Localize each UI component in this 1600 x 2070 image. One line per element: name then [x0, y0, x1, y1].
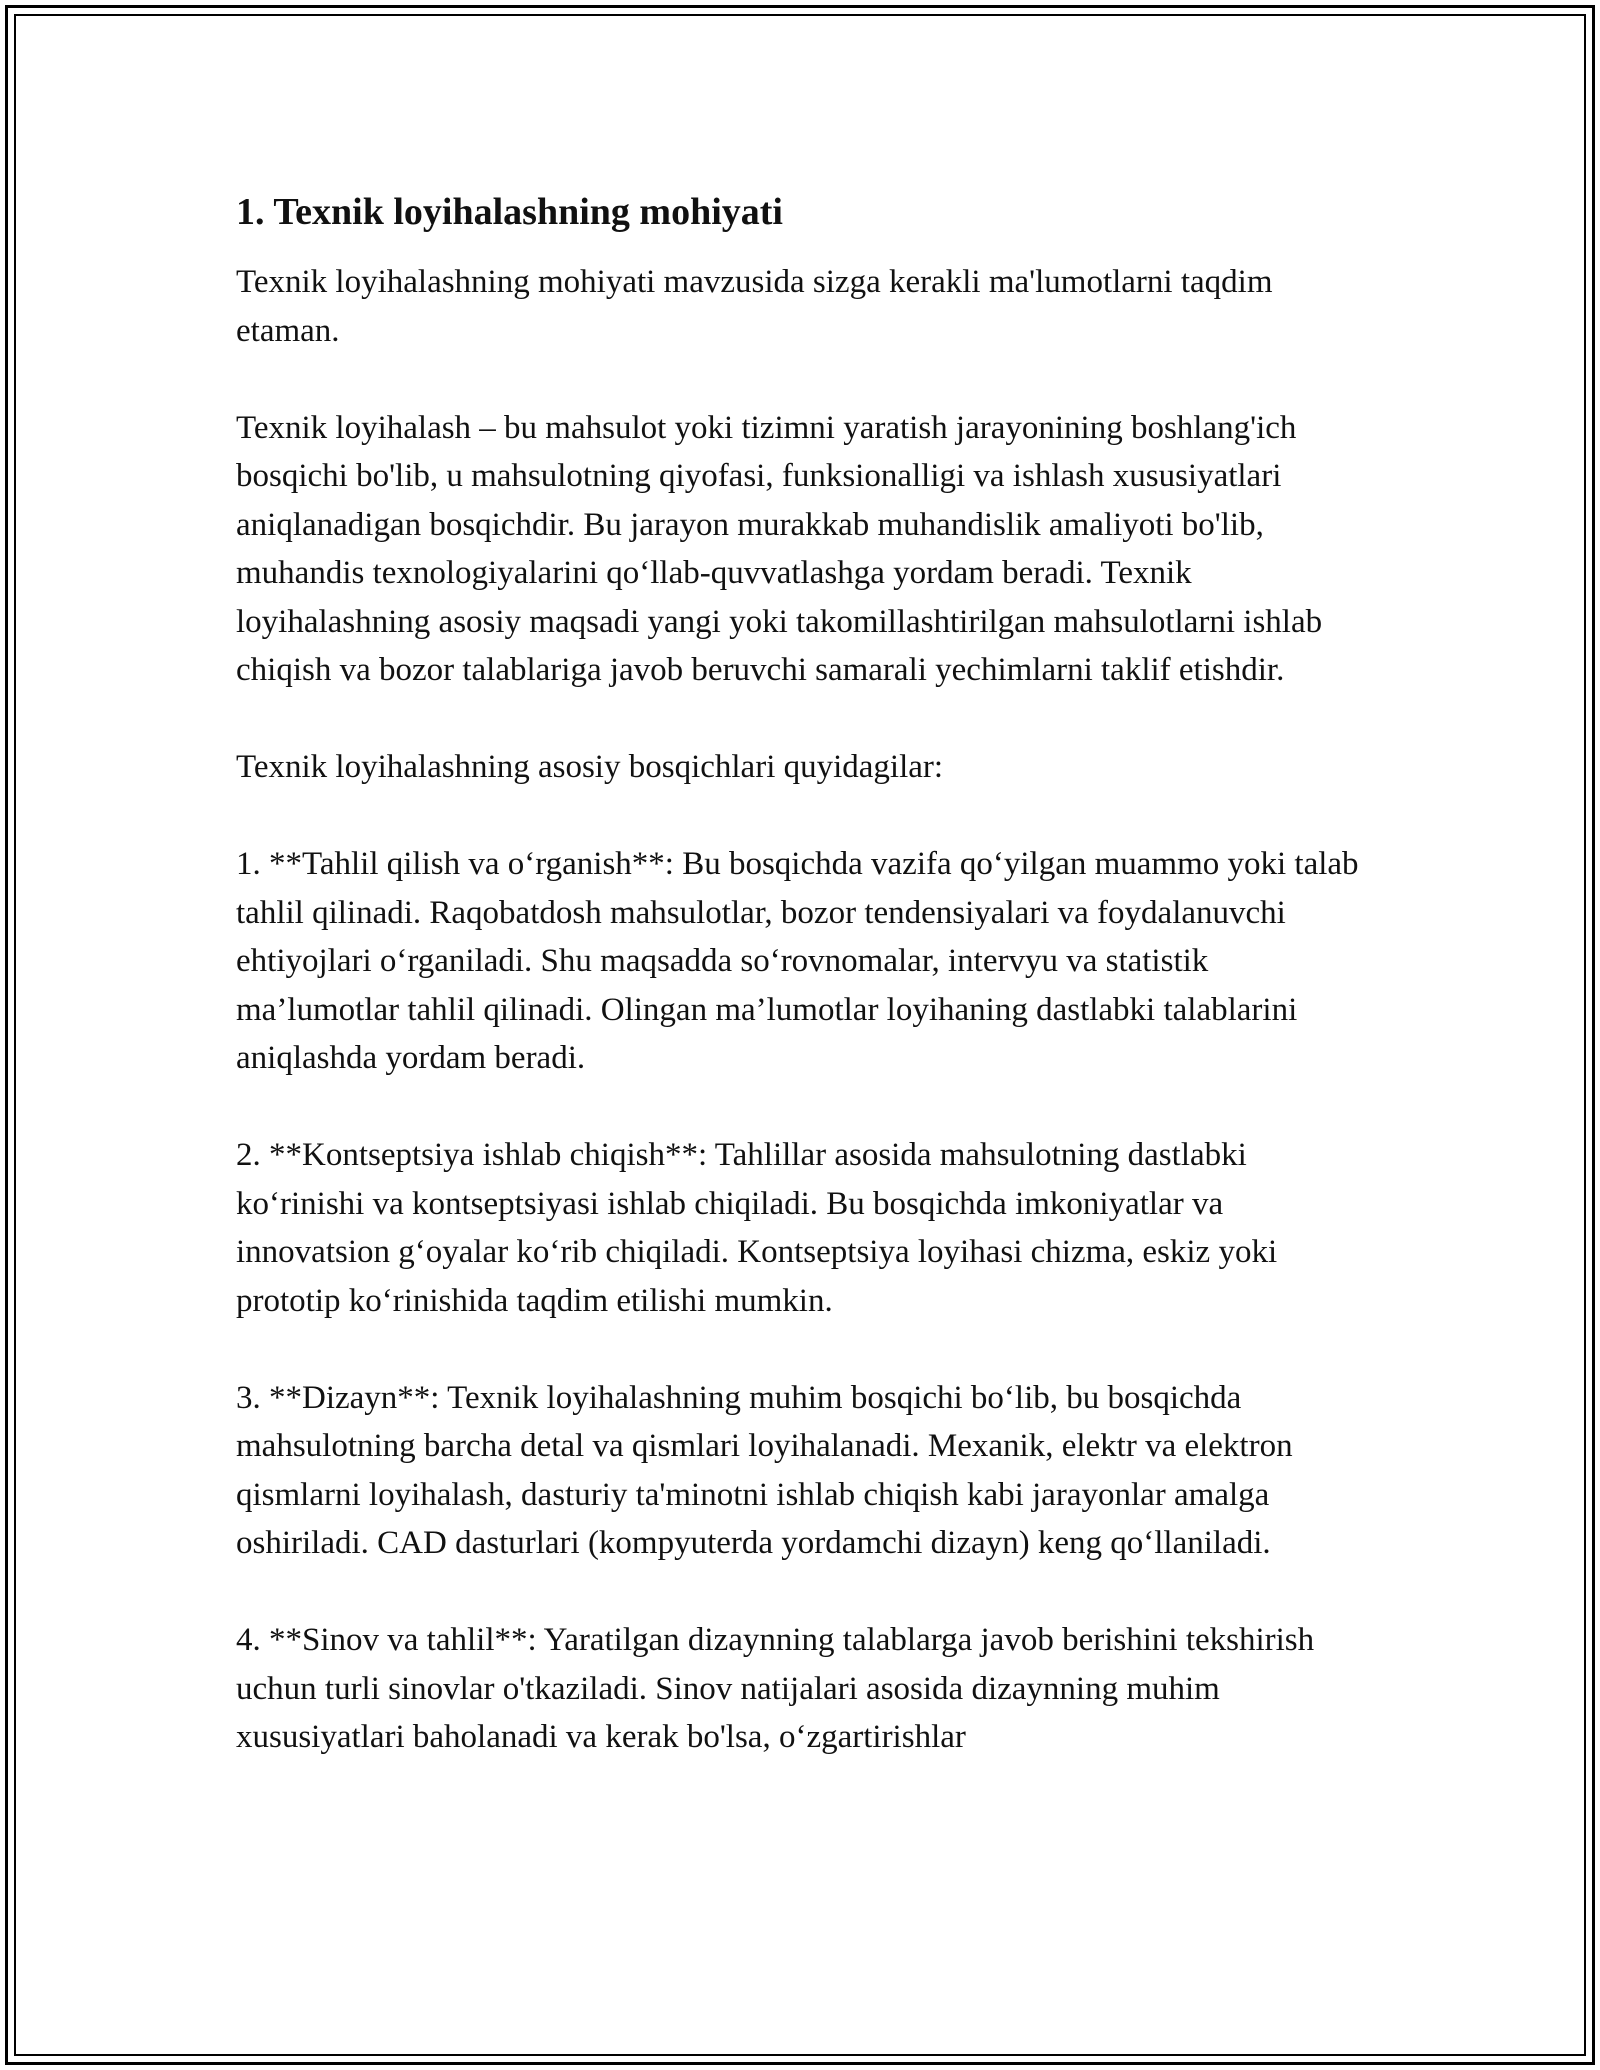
paragraph-stage-2: 2. **Kontseptsiya ishlab chiqish**: Tahlillar asosida mahsulotning dastlabki ko‘rinishi va kontseptsiyasi ishlab chiqiladi. Bu bosqichda imkoniyatlar va innovatsion g‘oyalar ko‘rib chiqiladi. Kontseptsiya loyihasi chizma, eskiz yoki prototip ko‘rinishida taqdim etilishi mumkin. [236, 1137, 1278, 1319]
paragraph-stage-4: 4. **Sinov va tahlil**: Yaratilgan dizaynning talablarga javob berishini tekshirish uchun turli sinovlar o'tkaziladi. Sinov natijalari asosida dizaynning muhim xususiyatlari baholanadi va kerak bo'lsa, o‘zgartirishlar [236, 1622, 1315, 1755]
document-title: 1. Texnik loyihalashning mohiyati [236, 191, 783, 233]
paragraph-intro: Texnik loyihalashning mohiyati mavzusida sizga kerakli ma'lumotlarni taqdim etaman. [236, 264, 1273, 349]
paragraph-definition: Texnik loyihalash – bu mahsulot yoki tizimni yaratish jarayonining boshlang'ich bosqichi bo'lib, u mahsulotning qiyofasi, funksionalligi va ishlash xususiyatlari aniqlanadigan bosqichdir. Bu jarayon murakkab muhandislik amaliyoti bo'lib, muhandis texnologiyalarini qo‘llab-quvvatlashga yordam beradi. Texnik loyihalashning asosiy maqsadi yangi yoki takomillashtirilgan mahsulotlarni ishlab chiqish va bozor talablariga javob beruvchi samarali yechimlarni taklif etishdir. [236, 409, 1323, 688]
paragraph-stages-heading: Texnik loyihalashning asosiy bosqichlari quyidagilar: [236, 749, 944, 785]
document-body [236, 186, 1366, 1810]
paragraph-stage-1: 1. **Tahlil qilish va o‘rganish**: Bu bosqichda vazifa qo‘yilgan muammo yoki talab tahlil qilinadi. Raqobatdosh mahsulotlar, bozor tendensiyalari va foydalanuvchi ehtiyojlari o‘rganiladi. Shu maqsadda so‘rovnomalar, intervyu va statistik ma’lumotlar tahlil qilinadi. Olingan ma’lumotlar loyihaning dastlabki talablarini aniqlashda yordam beradi. [236, 846, 1359, 1076]
paragraph-stage-3: 3. **Dizayn**: Texnik loyihalashning muhim bosqichi bo‘lib, bu bosqichda mahsulotning barcha detal va qismlari loyihalanadi. Mexanik, elektr va elektron qismlarni loyihalash, dasturiy ta'minotni ishlab chiqish kabi jarayonlar amalga oshiriladi. CAD dasturlari (kompyuterda yordamchi dizayn) keng qo‘llaniladi. [236, 1379, 1293, 1561]
